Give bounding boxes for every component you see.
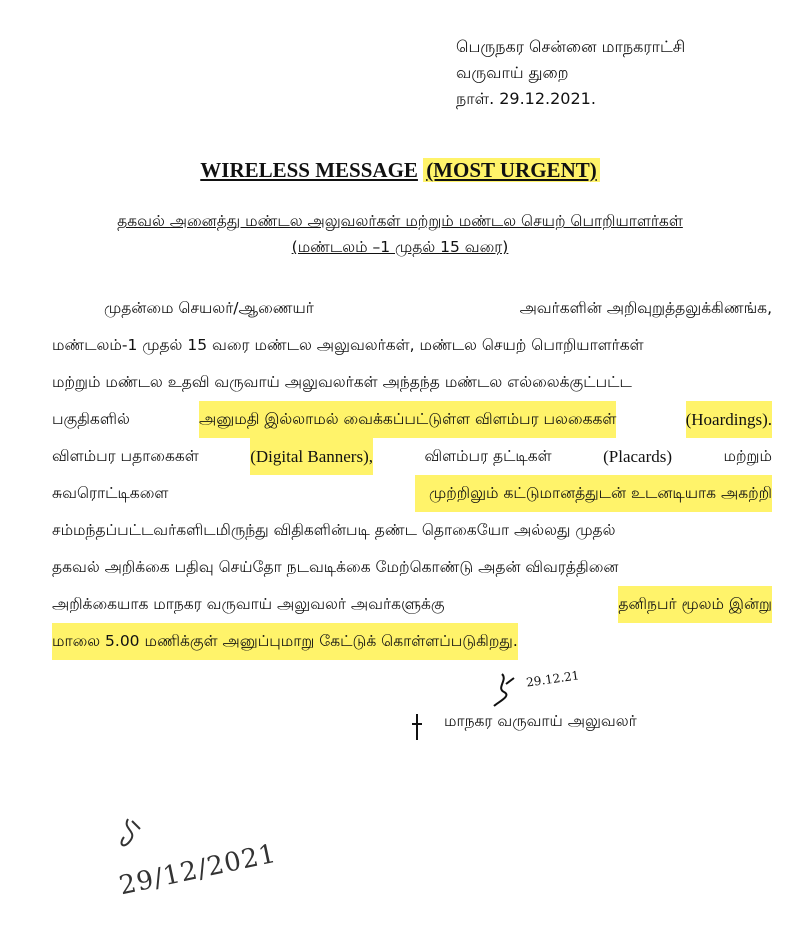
body-text: பகுதிகளில்	[52, 410, 130, 428]
body-text: அறிக்கையாக மாநகர வருவாய் அலுவலர் அவர்களுக்கு	[52, 595, 445, 613]
message-body	[52, 290, 772, 660]
urgent-label: (MOST URGENT)	[423, 158, 600, 182]
corporation-name: பெருநகர சென்னை மாநகராட்சி	[456, 37, 686, 56]
body-line	[52, 327, 772, 364]
body-line	[52, 549, 772, 586]
highlighted-text: முற்றிலும் கட்டுமானத்துடன் உடனடியாக அகற்றி	[415, 475, 772, 512]
body-line	[52, 438, 772, 475]
signature-block	[400, 670, 720, 750]
initials-mark	[110, 815, 150, 865]
body-line	[52, 401, 772, 438]
body-text: சுவரொட்டிகளை	[52, 484, 169, 502]
body-line	[52, 623, 772, 660]
handwritten-date: 29/12/2021	[116, 838, 280, 902]
signature-mark	[488, 670, 528, 710]
highlighted-text: (Digital Banners),	[250, 438, 373, 475]
highlighted-text: (Hoardings).	[686, 401, 772, 438]
body-text: விளம்பர தட்டிகள்	[424, 447, 552, 465]
addressee-zones: (மண்டலம் –1 முதல் 15 வரை)	[291, 238, 509, 256]
body-line	[52, 475, 772, 512]
body-line	[52, 586, 772, 623]
body-text: முதன்மை செயலர்/ஆணையர்	[104, 299, 314, 317]
officer-designation: மாநகர வருவாய் அலுவலர்	[444, 712, 637, 730]
signature-date: 29.12.21	[525, 668, 581, 690]
letter-header	[456, 34, 685, 112]
tick-mark-icon	[410, 712, 424, 742]
body-text: விளம்பர பதாகைகள்	[52, 447, 199, 465]
body-text: தகவல் அறிக்கை பதிவு செய்தோ நடவடிக்கை மேற்கொண்டு அதன் விவரத்தினை	[52, 558, 619, 576]
body-text: சம்மந்தப்பட்டவர்களிடமிருந்து விதிகளின்படி தண்ட தொகையோ அல்லது முதல்	[52, 521, 616, 539]
body-text: மற்றும்	[723, 447, 772, 465]
body-line	[52, 290, 772, 327]
body-text: மற்றும் மண்டல உதவி வருவாய் அலுவலர்கள் அந்தந்த மண்டல எல்லைக்குட்பட்ட	[52, 373, 632, 391]
highlighted-text: மாலை 5.00 மணிக்குள் அனுப்புமாறு கேட்டுக் கொள்ளப்படுகிறது.	[52, 623, 518, 660]
addressee-line: தகவல் அனைத்து மண்டல அலுவலர்கள் மற்றும் மண்டல செயற் பொறியாளர்கள்	[117, 212, 683, 230]
body-text: மண்டலம்-1 முதல் 15 வரை மண்டல அலுவலர்கள், மண்டல செயற் பொறியாளர்கள்	[52, 336, 644, 354]
body-line	[52, 364, 772, 401]
letter-date: நாள். 29.12.2021.	[456, 89, 596, 108]
message-title	[0, 158, 800, 183]
title-main: WIRELESS MESSAGE	[200, 158, 418, 182]
body-text: (Placards)	[603, 447, 673, 466]
body-line	[52, 512, 772, 549]
body-text: அவர்களின் அறிவுறுத்தலுக்கிணங்க,	[519, 299, 772, 317]
highlighted-text: அனுமதி இல்லாமல் வைக்கப்பட்டுள்ள விளம்பர பலகைகள்	[199, 401, 616, 438]
department-name: வருவாய் துறை	[456, 63, 569, 82]
highlighted-text: தனிநபர் மூலம் இன்று	[618, 586, 772, 623]
addressee-block	[0, 208, 800, 260]
